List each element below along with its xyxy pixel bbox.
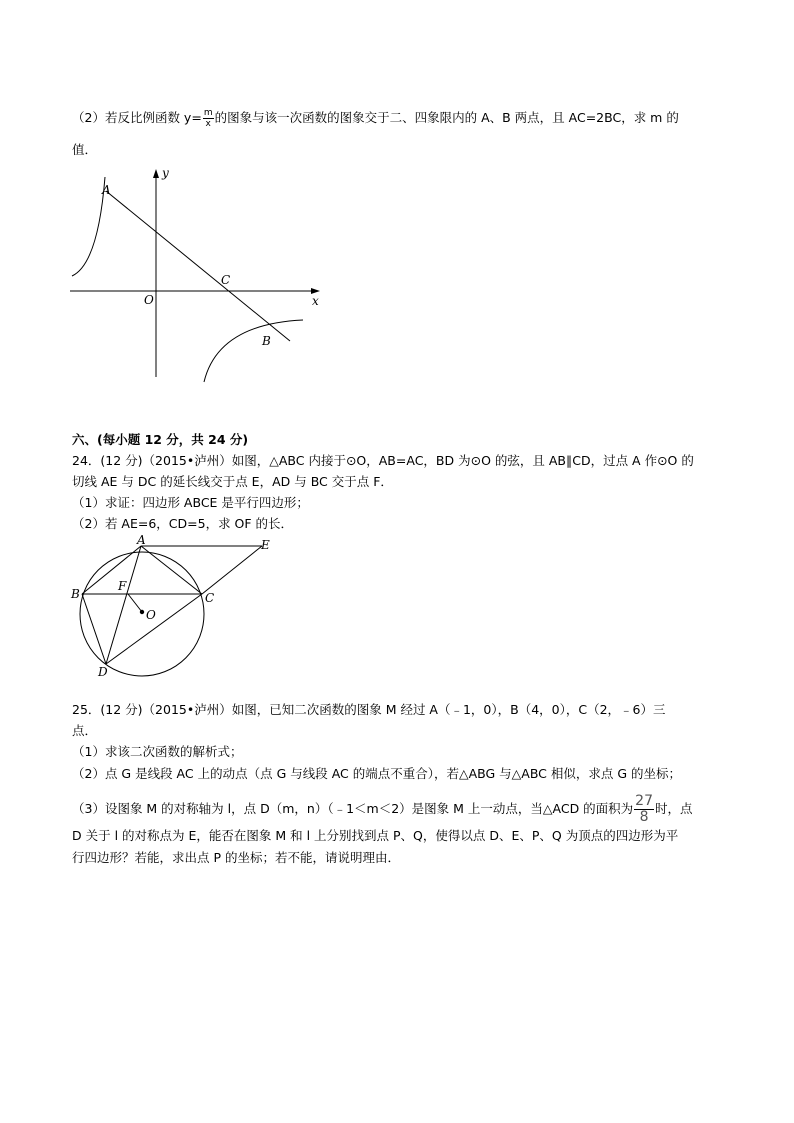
area-fraction xyxy=(634,794,654,825)
fig-label-C: C xyxy=(205,591,215,605)
q25-line1: 25．(12 分)（2015•泸州）如图，已知二次函数的图象 M 经过 A（﹣1，0），B（4，0），C（2，﹣6）三 xyxy=(72,702,666,717)
section-six-heading: 六、(每小题 12 分，共 24 分) xyxy=(72,432,249,447)
segment-DC xyxy=(106,594,202,664)
q24-line2: 切线 AE 与 DC 的延长线交于点 E，AD 与 BC 交于点 F． xyxy=(72,474,393,489)
inverse-function-fraction xyxy=(203,108,214,129)
q24-part1: （1）求证：四边形 ABCE 是平行四边形； xyxy=(72,495,309,510)
q24-circle-figure xyxy=(70,534,290,684)
graph-label-O: O xyxy=(144,293,154,307)
q25-part3-after: 时，点 xyxy=(655,801,693,816)
fraction-numerator: m xyxy=(203,108,213,118)
graph-label-A: A xyxy=(102,183,111,197)
segment-AD xyxy=(106,546,141,664)
graph-label-y: y xyxy=(162,166,169,180)
center-point-O xyxy=(140,610,144,614)
q23-part2-line xyxy=(72,108,679,129)
fig-label-F: F xyxy=(118,579,127,593)
graph-label-x: x xyxy=(312,294,319,308)
q25-part3-line3: 行四边形？若能，求出点 P 的坐标；若不能，请说明理由． xyxy=(72,850,400,865)
fig-label-E: E xyxy=(261,538,270,552)
graph-label-B: B xyxy=(262,334,271,348)
q25-line2: 点． xyxy=(72,723,98,738)
q23-part2-before: （2）若反比例函数 y= xyxy=(72,110,202,125)
segment-AB xyxy=(82,546,141,594)
q24-line1: 24．(12 分)（2015•泸州）如图，△ABC 内接于⊙O，AB=AC，BD 为⊙O 的弦，且 AB∥CD，过点 A 作⊙O 的 xyxy=(72,453,694,468)
hyperbola-branch-fourth-quadrant xyxy=(204,320,303,382)
fraction-denominator: x xyxy=(205,119,211,129)
y-axis-arrow xyxy=(153,169,159,178)
q25-part2: （2）点 G 是线段 AC 上的动点（点 G 与线段 AC 的端点不重合），若△ABG 与△ABC 相似，求点 G 的坐标； xyxy=(72,766,682,781)
fig-label-A: A xyxy=(137,533,146,547)
hyperbola-branch-second-quadrant xyxy=(72,177,105,276)
q23-part2-continuation: 值． xyxy=(72,142,98,157)
q25-part1: （1）求该二次函数的解析式； xyxy=(72,744,243,759)
q25-part3-line2: D 关于 l 的对称点为 E，能否在图象 M 和 l 上分别找到点 P、Q，使得以点 D、E、P、Q 为顶点的四边形为平 xyxy=(72,828,679,843)
area-denominator: 8 xyxy=(639,809,649,825)
fig-label-D: D xyxy=(98,665,108,679)
q24-part2: （2）若 AE=6，CD=5，求 OF 的长． xyxy=(72,516,294,531)
q25-part3-line xyxy=(72,794,693,825)
segment-EC xyxy=(202,546,262,594)
area-numerator: 27 xyxy=(635,793,653,809)
q25-part3-before: （3）设图象 M 的对称轴为 l，点 D（m，n）（﹣1＜m＜2）是图象 M 上一动点，当△ACD 的面积为 xyxy=(72,801,634,816)
q23-function-graph xyxy=(68,164,328,384)
segment-OF xyxy=(128,594,142,612)
fig-label-B: B xyxy=(71,587,80,601)
graph-label-C: C xyxy=(221,273,231,287)
segment-AC xyxy=(141,546,202,594)
linear-function-line xyxy=(106,191,290,341)
fig-label-O: O xyxy=(146,608,156,622)
q23-part2-after: 的图象与该一次函数的图象交于二、四象限内的 A、B 两点，且 AC=2BC，求 m 的 xyxy=(214,110,679,125)
